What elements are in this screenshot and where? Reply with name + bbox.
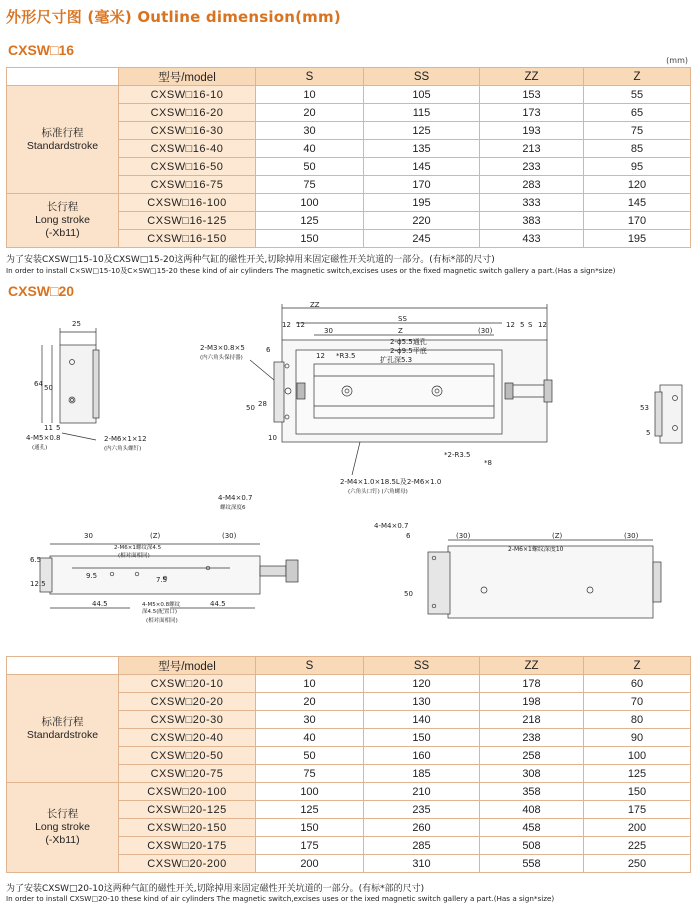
group-long-stroke [7, 783, 119, 873]
value-cell: 125 [256, 212, 364, 230]
value-cell: 150 [256, 819, 364, 837]
outline-drawing [0, 300, 700, 655]
value-cell: 235 [364, 801, 480, 819]
label-m3-sub: (内六角头保持器) [200, 355, 243, 361]
dim-6: 6 [266, 346, 271, 354]
value-cell: 308 [480, 765, 584, 783]
model-cell: CXSW□16-150 [119, 230, 256, 248]
value-cell: 175 [584, 801, 691, 819]
header-blank [7, 657, 119, 675]
value-cell: 178 [480, 675, 584, 693]
model-cell: CXSW□20-100 [119, 783, 256, 801]
value-cell: 150 [256, 230, 364, 248]
group-label-line: 标准行程 [41, 715, 84, 728]
dim-30-bottom: 30 [84, 532, 93, 540]
label-bm5: 4-M5×0.8螺纹 [142, 602, 181, 608]
value-cell: 100 [256, 194, 364, 212]
section-heading-cxsw16: CXSW□16 [8, 42, 75, 58]
column-header: ZZ [480, 68, 584, 86]
value-cell: 508 [480, 837, 584, 855]
value-cell: 30 [256, 711, 364, 729]
group-label-line: Long stroke [35, 821, 90, 833]
label-m4line-sub: (六角头口钉) (六角螺母) [348, 489, 408, 495]
value-cell: 20 [256, 104, 364, 122]
model-cell: CXSW□16-20 [119, 104, 256, 122]
value-cell: 40 [256, 140, 364, 158]
group-label-line: 标准行程 [41, 126, 84, 139]
label-hole55: 2-ϕ5.5通孔 [390, 338, 427, 346]
dim-445a: 44.5 [92, 600, 108, 608]
table-row [7, 783, 691, 801]
value-cell: 145 [584, 194, 691, 212]
group-label-line: Standardstroke [26, 139, 99, 152]
left-end-view [60, 345, 96, 423]
value-cell: 125 [256, 801, 364, 819]
table-row [7, 194, 691, 212]
table-row [7, 86, 691, 104]
value-cell: 170 [364, 176, 480, 194]
value-cell: 65 [584, 104, 691, 122]
value-cell: 558 [480, 855, 584, 873]
value-cell: 210 [364, 783, 480, 801]
model-cell: CXSW□20-175 [119, 837, 256, 855]
value-cell: 145 [364, 158, 480, 176]
value-cell: 50 [256, 747, 364, 765]
column-header: S [256, 68, 364, 86]
dim-53: 53 [640, 404, 649, 412]
side-view-left [50, 556, 260, 594]
group-standard-stroke [7, 675, 119, 783]
dim-30p-c: (30) [456, 532, 471, 540]
unit-label: (mm) [666, 56, 688, 65]
value-cell: 310 [364, 855, 480, 873]
dim-28: 28 [258, 400, 267, 408]
dim-50-left: 50 [44, 384, 53, 392]
table-row [7, 675, 691, 693]
column-header: 型号/model [119, 68, 256, 86]
dim-5-right: 5 [646, 429, 651, 437]
value-cell: 218 [480, 711, 584, 729]
dim-125: 12.5 [30, 580, 46, 588]
dim-445b: 44.5 [210, 600, 226, 608]
model-cell: CXSW□16-10 [119, 86, 256, 104]
label-depth: 扩孔深5.3 [380, 356, 413, 364]
group-label-line: Standardstroke [26, 728, 99, 741]
value-cell: 250 [584, 855, 691, 873]
dim-12a: 12 [282, 321, 291, 329]
value-cell: 20 [256, 693, 364, 711]
page-title: 外形尺寸图 (毫米) Outline dimension(mm) [6, 8, 341, 26]
model-cell: CXSW□20-125 [119, 801, 256, 819]
dim-12b: 12 [296, 321, 305, 329]
model-cell: CXSW□16-40 [119, 140, 256, 158]
value-cell: 105 [364, 86, 480, 104]
label-m3: 2-M3×0.8×5 [200, 344, 245, 352]
label-bm5-sub2: (相对面相同) [146, 618, 178, 624]
table-header-row [7, 657, 691, 675]
dim-5: 5 [520, 321, 525, 329]
value-cell: 40 [256, 729, 364, 747]
value-cell: 10 [256, 86, 364, 104]
dim-12e: 12 [316, 352, 325, 360]
value-cell: 170 [584, 212, 691, 230]
note-cn-cxsw16: 为了安装CXSW□15-10及CXSW□15-20这两种气缸的磁性开关,切除掉用来固定磁性开关坑道的一部分。(有标*部的尺寸) [6, 255, 495, 265]
dim-64: 64 [34, 380, 43, 388]
value-cell: 333 [480, 194, 584, 212]
value-cell: 213 [480, 140, 584, 158]
value-cell: 125 [364, 122, 480, 140]
value-cell: 160 [364, 747, 480, 765]
value-cell: 50 [256, 158, 364, 176]
value-cell: 120 [584, 176, 691, 194]
label-bm6: 2-M6×1螺纹深4.5 [114, 545, 162, 551]
value-cell: 75 [256, 765, 364, 783]
dim-10: 10 [268, 434, 277, 442]
dim-6-bottom: 6 [406, 532, 411, 540]
value-cell: 153 [480, 86, 584, 104]
value-cell: 100 [256, 783, 364, 801]
dim-30p-bottom: (30) [222, 532, 237, 540]
spec-table-cxsw20 [6, 656, 691, 873]
label-m6x12: 2-M6×1×12 [104, 435, 147, 443]
dim-5-left: 5 [56, 424, 61, 432]
value-cell: 383 [480, 212, 584, 230]
label-cm4: 4-M4×0.7 [374, 522, 409, 530]
model-cell: CXSW□20-75 [119, 765, 256, 783]
value-cell: 60 [584, 675, 691, 693]
table-header-row [7, 68, 691, 86]
value-cell: 173 [480, 104, 584, 122]
dim-50: 50 [246, 404, 255, 412]
value-cell: 195 [364, 194, 480, 212]
value-cell: 75 [256, 176, 364, 194]
model-cell: CXSW□16-75 [119, 176, 256, 194]
value-cell: 458 [480, 819, 584, 837]
value-cell: 283 [480, 176, 584, 194]
header-blank [7, 68, 119, 86]
label-m5-left-sub: (通孔) [32, 445, 48, 451]
value-cell: 238 [480, 729, 584, 747]
value-cell: 75 [584, 122, 691, 140]
label-hole95: 2-ϕ9.5平底 [390, 347, 427, 355]
label-m4x07-sub: 螺纹深度6 [220, 505, 246, 511]
label-m6x12-sub: (内六角头螺钉) [104, 446, 142, 452]
group-label-line: Long stroke [35, 214, 90, 226]
label-r35: *R3.5 [336, 352, 356, 360]
value-cell: 225 [584, 837, 691, 855]
group-standard-stroke [7, 86, 119, 194]
value-cell: 100 [584, 747, 691, 765]
model-cell: CXSW□16-30 [119, 122, 256, 140]
value-cell: 200 [256, 855, 364, 873]
model-cell: CXSW□20-40 [119, 729, 256, 747]
model-cell: CXSW□20-50 [119, 747, 256, 765]
model-cell: CXSW□20-200 [119, 855, 256, 873]
model-cell: CXSW□20-150 [119, 819, 256, 837]
dim-50-c: 50 [404, 590, 413, 598]
value-cell: 115 [364, 104, 480, 122]
value-cell: 150 [364, 729, 480, 747]
note-en-cxsw16: In order to install C×SW□15-10及C×SW□15-20 these kind of air cylinders The magnetic switch,excises uses or the fixed magnetic switch gallery a part.(Has a sign*size) [6, 266, 616, 275]
dim-11: 11 [44, 424, 53, 432]
label-star8: *8 [484, 459, 492, 467]
model-cell: CXSW□16-50 [119, 158, 256, 176]
value-cell: 285 [364, 837, 480, 855]
value-cell: 193 [480, 122, 584, 140]
dim-ss: SS [398, 315, 407, 323]
value-cell: 30 [256, 122, 364, 140]
value-cell: 150 [584, 783, 691, 801]
dim-z: Z [398, 327, 403, 335]
value-cell: 80 [584, 711, 691, 729]
label-m5-left: 4-M5×0.8 [26, 434, 61, 442]
dim-25: 25 [72, 320, 81, 328]
dim-30p: (30) [478, 327, 493, 335]
right-end-view [660, 385, 682, 443]
label-bm6-sub: (相对面相同) [118, 553, 150, 559]
value-cell: 358 [480, 783, 584, 801]
group-label-line: (-Xb11) [45, 227, 80, 239]
group-long-stroke [7, 194, 119, 248]
column-header: Z [584, 68, 691, 86]
column-header: SS [364, 657, 480, 675]
group-label-line: (-Xb11) [45, 834, 80, 846]
value-cell: 130 [364, 693, 480, 711]
value-cell: 175 [256, 837, 364, 855]
column-header: Z [584, 657, 691, 675]
value-cell: 10 [256, 675, 364, 693]
value-cell: 85 [584, 140, 691, 158]
value-cell: 408 [480, 801, 584, 819]
spec-table-cxsw16 [6, 67, 691, 248]
note-cn-cxsw20: 为了安装CXSW□20-10这两种气缸的磁性开关,切除掉用来固定磁性开关坑道的一部分。(有标*部的尺寸) [6, 884, 425, 894]
dim-z-bottom: (Z) [150, 532, 161, 540]
group-label-line: 长行程 [46, 201, 79, 213]
dim-12c: 12 [506, 321, 515, 329]
label-bm5-sub: 深4.5(配置口) [142, 609, 178, 615]
dim-65: 6.5 [30, 556, 42, 564]
column-header: ZZ [480, 657, 584, 675]
section-heading-cxsw20: CXSW□20 [8, 283, 75, 299]
value-cell: 70 [584, 693, 691, 711]
value-cell: 55 [584, 86, 691, 104]
value-cell: 90 [584, 729, 691, 747]
dim-75: 7.5 [156, 576, 168, 584]
dim-30: 30 [324, 327, 333, 335]
column-header: SS [364, 68, 480, 86]
model-cell: CXSW□20-30 [119, 711, 256, 729]
value-cell: 233 [480, 158, 584, 176]
dim-z-c: (Z) [552, 532, 563, 540]
label-m4x07: 4-M4×0.7 [218, 494, 253, 502]
value-cell: 195 [584, 230, 691, 248]
column-header: 型号/model [119, 657, 256, 675]
value-cell: 245 [364, 230, 480, 248]
value-cell: 198 [480, 693, 584, 711]
model-cell: CXSW□20-10 [119, 675, 256, 693]
side-view-right [448, 546, 653, 618]
value-cell: 260 [364, 819, 480, 837]
label-r35b: *2-R3.5 [444, 451, 471, 459]
value-cell: 125 [584, 765, 691, 783]
value-cell: 433 [480, 230, 584, 248]
group-label-line: 长行程 [46, 808, 79, 820]
value-cell: 185 [364, 765, 480, 783]
dim-30pb-c: (30) [624, 532, 639, 540]
label-m4line: 2-M4×1.0×18.5L及2-M6×1.0 [340, 478, 442, 486]
value-cell: 120 [364, 675, 480, 693]
dim-s: S [528, 321, 533, 329]
model-cell: CXSW□20-20 [119, 693, 256, 711]
value-cell: 140 [364, 711, 480, 729]
value-cell: 135 [364, 140, 480, 158]
model-cell: CXSW□16-100 [119, 194, 256, 212]
column-header: S [256, 657, 364, 675]
model-cell: CXSW□16-125 [119, 212, 256, 230]
dim-zz: ZZ [310, 301, 320, 309]
value-cell: 200 [584, 819, 691, 837]
label-cm6: 2-M6×1螺纹深度10 [508, 546, 564, 553]
dim-95: 9.5 [86, 572, 98, 580]
note-en-cxsw20: In order to install CXSW□20-10 these kind of air cylinders The magnetic switch,excises uses or the ixed magnetic switch gallery a part.(Has a sign*size) [6, 894, 555, 903]
value-cell: 95 [584, 158, 691, 176]
dim-12d: 12 [538, 321, 547, 329]
value-cell: 220 [364, 212, 480, 230]
value-cell: 258 [480, 747, 584, 765]
